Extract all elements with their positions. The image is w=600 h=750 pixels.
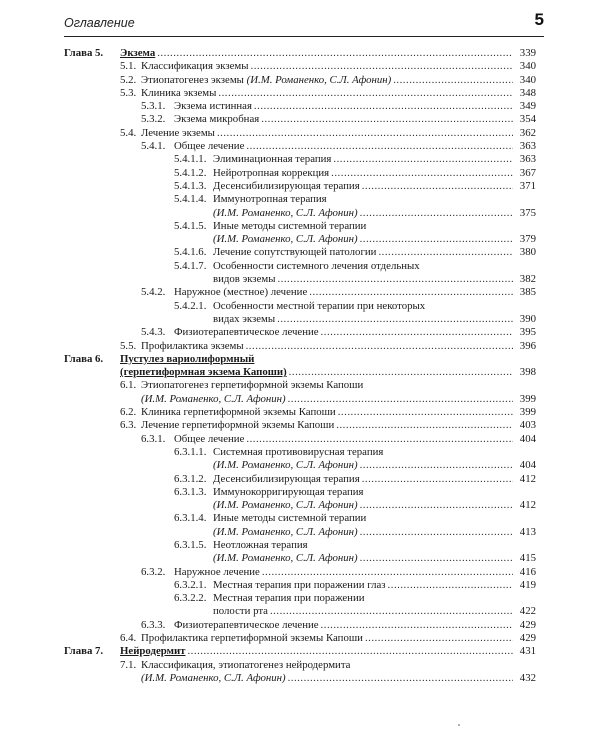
toc-entry[interactable] xyxy=(0,100,600,113)
toc-entry-continuation[interactable] xyxy=(0,207,600,220)
toc-page: 340 xyxy=(519,60,536,73)
toc-number: 6.3.1.3. xyxy=(174,485,207,498)
toc-title: Профилактика герпетиформной экземы Капоши xyxy=(141,632,363,645)
page-number: 5 xyxy=(534,10,544,29)
toc-page: 363 xyxy=(519,140,536,153)
toc-page: 404 xyxy=(519,459,536,472)
toc-authors: (И.М. Романенко, С.Л. Афонин) xyxy=(141,392,286,405)
toc-title: Иные методы системной терапии xyxy=(213,512,367,525)
toc-page: 404 xyxy=(519,432,536,445)
toc-entry[interactable] xyxy=(0,486,600,499)
toc-entry[interactable] xyxy=(0,512,600,525)
toc-authors: (И.М. Романенко, С.Л. Афонин) xyxy=(213,459,358,472)
toc-title: Этиопатогенез герпетиформной экземы Капоши xyxy=(141,379,364,392)
toc-number: 6.3.1.1. xyxy=(174,445,207,458)
toc-entry[interactable] xyxy=(0,140,600,153)
toc-entry-continuation[interactable] xyxy=(0,459,600,472)
toc-title: Лечение сопутствующей патологии xyxy=(213,246,377,259)
toc-authors: (И.М. Романенко, С.Л. Афонин) xyxy=(213,499,358,512)
toc-title: Иммунотропная терапия xyxy=(213,193,327,206)
toc-page: 380 xyxy=(519,246,536,259)
toc-number: 5.4. xyxy=(120,126,137,139)
toc-authors: (И.М. Романенко, С.Л. Афонин) xyxy=(213,206,358,219)
toc-authors: (И.М. Романенко, С.Л. Афонин) xyxy=(246,73,392,86)
toc-entry-continuation[interactable] xyxy=(0,605,600,618)
toc-entry-continuation[interactable] xyxy=(0,672,600,685)
toc-title: Клиника герпетиформной экземы Капоши xyxy=(141,406,336,419)
toc-title: (герпетиформная экзема Капоши) xyxy=(120,366,287,379)
toc-page: 432 xyxy=(519,671,536,684)
toc-page: 398 xyxy=(519,366,536,379)
toc-entry[interactable] xyxy=(0,193,600,206)
toc-authors: (И.М. Романенко, С.Л. Афонин) xyxy=(141,671,286,684)
toc-title: Профилактика экземы xyxy=(141,339,244,352)
toc-page: 429 xyxy=(519,618,536,631)
toc-title: Классификация, этиопатогенез нейродермита xyxy=(141,658,351,671)
toc-authors: (И.М. Романенко, С.Л. Афонин) xyxy=(213,233,358,246)
toc-page: 349 xyxy=(519,100,536,113)
toc-page: 354 xyxy=(519,113,536,126)
toc-entry[interactable] xyxy=(0,406,600,419)
toc-number: 6.3.2. xyxy=(141,565,166,578)
toc-number: 5.4.3. xyxy=(141,326,166,339)
toc-entry[interactable] xyxy=(0,113,600,126)
toc-number: 5.4.1.3. xyxy=(174,179,207,192)
toc-entry[interactable] xyxy=(0,153,600,166)
toc-entry[interactable] xyxy=(0,300,600,313)
toc-number: 5.4.1.4. xyxy=(174,193,207,206)
toc-page: 415 xyxy=(519,552,536,565)
toc-page: 348 xyxy=(519,86,536,99)
toc-page: 382 xyxy=(519,273,536,286)
toc-number: 6.4. xyxy=(120,632,137,645)
scan-speck xyxy=(458,724,460,726)
toc-number: 6.3.2.2. xyxy=(174,592,207,605)
toc-entry[interactable] xyxy=(0,433,600,446)
toc-title: полости рта xyxy=(213,605,268,618)
toc-number: 6.2. xyxy=(120,406,137,419)
toc-number: 6.3.1. xyxy=(141,432,166,445)
toc-entry-continuation[interactable] xyxy=(0,233,600,246)
toc-title: Пустулез вариолиформный xyxy=(120,352,255,365)
toc-title: видах экземы xyxy=(213,312,276,325)
toc-title: Местная терапия при поражении глаз xyxy=(213,578,386,591)
toc-page: 403 xyxy=(519,419,536,432)
toc-page: 399 xyxy=(519,406,536,419)
toc-entry[interactable] xyxy=(0,260,600,273)
toc-title: Физиотерапевтическое лечение xyxy=(174,326,319,339)
toc-number: 5.2. xyxy=(120,73,137,86)
toc-number: 5.4.1.7. xyxy=(174,259,207,272)
toc-page: 431 xyxy=(519,645,536,658)
toc-title: видов экземы xyxy=(213,273,276,286)
toc-title: Десенсибилизирующая терапия xyxy=(213,179,360,192)
toc-entry[interactable] xyxy=(0,566,600,579)
toc-entry-continuation[interactable] xyxy=(0,526,600,539)
toc-number: 5.4.2.1. xyxy=(174,299,207,312)
toc-number: 6.3. xyxy=(120,419,137,432)
toc-entry[interactable] xyxy=(0,286,600,299)
toc-page: 422 xyxy=(519,605,536,618)
toc-number: Глава 7. xyxy=(64,645,104,658)
toc-title: Наружное (местное) лечение xyxy=(174,286,308,299)
toc-number: 5.4.1.1. xyxy=(174,153,207,166)
toc-number: 5.4.1. xyxy=(141,140,166,153)
toc-page: 416 xyxy=(519,565,536,578)
toc-entry-continuation[interactable] xyxy=(0,552,600,565)
toc-entry[interactable] xyxy=(0,632,600,645)
toc-title: Десенсибилизирующая терапия xyxy=(213,472,360,485)
toc-title: Физиотерапевтическое лечение xyxy=(174,618,319,631)
toc-page: 362 xyxy=(519,126,536,139)
toc-authors: (И.М. Романенко, С.Л. Афонин) xyxy=(213,525,358,538)
toc-title: Элиминационная терапия xyxy=(213,153,332,166)
toc-entry-continuation[interactable] xyxy=(0,313,600,326)
toc-page: 395 xyxy=(519,326,536,339)
toc-title: Экзема истинная xyxy=(174,100,252,113)
toc-number: 6.3.1.2. xyxy=(174,472,207,485)
toc-title: Лечение экземы xyxy=(141,126,215,139)
toc-number: 6.1. xyxy=(120,379,137,392)
toc-entry[interactable] xyxy=(0,60,600,73)
toc-number: 5.4.1.2. xyxy=(174,166,207,179)
toc-page: 390 xyxy=(519,312,536,325)
toc-number: 5.5. xyxy=(120,339,137,352)
toc-number: 5.3.2. xyxy=(141,113,166,126)
toc-title: Местная терапия при поражении xyxy=(213,592,365,605)
table-of-contents xyxy=(0,47,600,685)
toc-entry[interactable] xyxy=(0,127,600,140)
toc-entry[interactable] xyxy=(0,473,600,486)
toc-page: 340 xyxy=(519,73,536,86)
toc-page: 412 xyxy=(519,472,536,485)
toc-title: Системная противовирусная терапия xyxy=(213,445,384,458)
toc-number: 6.3.1.4. xyxy=(174,512,207,525)
toc-title: Этиопатогенез экземы xyxy=(141,73,247,86)
toc-page: 385 xyxy=(519,286,536,299)
toc-title: Особенности местной терапии при некоторых xyxy=(213,299,426,312)
toc-title: Лечение герпетиформной экземы Капоши xyxy=(141,419,335,432)
toc-title: Экзема xyxy=(120,47,156,59)
toc-page: 367 xyxy=(519,166,536,179)
toc-entry[interactable] xyxy=(0,659,600,672)
toc-number: 5.4.1.5. xyxy=(174,219,207,232)
running-header-title: Оглавление xyxy=(64,16,135,30)
toc-title: Общее лечение xyxy=(174,432,245,445)
toc-number: 5.4.2. xyxy=(141,286,166,299)
toc-number: 5.1. xyxy=(120,60,137,73)
toc-number: 6.3.1.5. xyxy=(174,538,207,551)
toc-entry[interactable] xyxy=(0,74,600,87)
toc-title: Общее лечение xyxy=(174,140,245,153)
toc-title: Классификация экземы xyxy=(141,60,249,73)
toc-entry[interactable] xyxy=(0,180,600,193)
running-header xyxy=(64,10,544,37)
toc-entry[interactable] xyxy=(0,379,600,392)
toc-page: 371 xyxy=(519,179,536,192)
toc-entry[interactable] xyxy=(0,340,600,353)
toc-entry[interactable] xyxy=(0,167,600,180)
toc-number: 6.3.2.1. xyxy=(174,578,207,591)
toc-page: 339 xyxy=(519,47,536,59)
toc-title: Нейротропная коррекция xyxy=(213,166,330,179)
toc-page: 399 xyxy=(519,392,536,405)
toc-page: 379 xyxy=(519,233,536,246)
toc-number: Глава 6. xyxy=(64,352,104,365)
toc-page: 413 xyxy=(519,525,536,538)
toc-title: Нейродермит xyxy=(120,645,186,658)
toc-entry[interactable] xyxy=(0,87,600,100)
toc-entry-continuation[interactable] xyxy=(0,499,600,512)
toc-page: 419 xyxy=(519,578,536,591)
toc-number: 5.3.1. xyxy=(141,100,166,113)
toc-chapter-6[interactable] xyxy=(0,353,600,366)
toc-entry[interactable] xyxy=(0,419,600,432)
toc-chapter-5[interactable] xyxy=(0,47,600,60)
toc-page: 396 xyxy=(519,339,536,352)
toc-entry[interactable] xyxy=(0,592,600,605)
toc-chapter-6-continuation[interactable] xyxy=(0,366,600,379)
toc-entry[interactable] xyxy=(0,446,600,459)
toc-page: 363 xyxy=(519,153,536,166)
toc-entry[interactable] xyxy=(0,579,600,592)
toc-page: 375 xyxy=(519,206,536,219)
toc-title: Клиника экземы xyxy=(141,86,217,99)
toc-entry[interactable] xyxy=(0,246,600,259)
toc-number: 7.1. xyxy=(120,658,137,671)
toc-title: Иммунокорригирующая терапия xyxy=(213,485,364,498)
toc-entry[interactable] xyxy=(0,326,600,339)
toc-number: 5.3. xyxy=(120,86,137,99)
toc-authors: (И.М. Романенко, С.Л. Афонин) xyxy=(213,552,358,565)
toc-entry[interactable] xyxy=(0,539,600,552)
toc-entry-continuation[interactable] xyxy=(0,273,600,286)
toc-chapter-7[interactable] xyxy=(0,645,600,658)
toc-entry[interactable] xyxy=(0,619,600,632)
toc-title: Экзема микробная xyxy=(174,113,260,126)
toc-title: Особенности системного лечения отдельных xyxy=(213,259,420,272)
toc-number: Глава 5. xyxy=(64,47,104,59)
toc-title: Наружное лечение xyxy=(174,565,260,578)
toc-title: Неотложная терапия xyxy=(213,538,308,551)
toc-page: 429 xyxy=(519,632,536,645)
toc-number: 5.4.1.6. xyxy=(174,246,207,259)
toc-title: Иные методы системной терапии xyxy=(213,219,367,232)
toc-entry-continuation[interactable] xyxy=(0,393,600,406)
toc-number: 6.3.3. xyxy=(141,618,166,631)
toc-page: 412 xyxy=(519,499,536,512)
toc-entry[interactable] xyxy=(0,220,600,233)
